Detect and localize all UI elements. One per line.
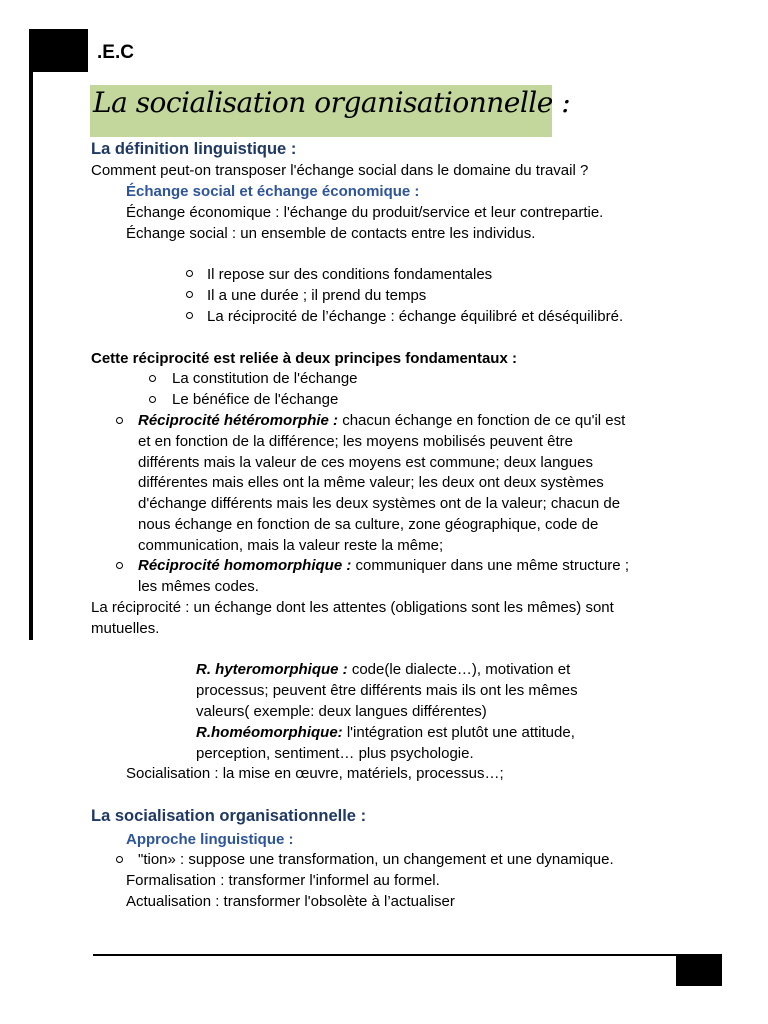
definition-social: Échange social : un ensemble de contacts entre les individus.: [126, 225, 536, 242]
bullet-icon: [149, 396, 156, 403]
hetero-line: différents mais la valeur de ces moyens est commune; deux langues: [138, 454, 593, 471]
homo-line: les mêmes codes.: [138, 578, 259, 595]
hetero-line: d'échange différents mais les deux systèmes ont de la valeur; chacun de: [138, 495, 621, 512]
homo-line-1: [138, 555, 629, 576]
r-homo-label: R.homéomorphique:: [196, 724, 343, 741]
subheading-echange: Échange social et échange économique :: [126, 183, 420, 200]
bullet-icon: [186, 291, 193, 298]
hetero-line: et en fonction de la différence; les moyens mobilisés peuvent être: [138, 433, 573, 450]
principes-intro: Cette réciprocité est reliée à deux principes fondamentaux :: [91, 350, 517, 367]
header-initials: .E.C: [97, 42, 134, 63]
r-hetero-text: code(le dialecte…), motivation et: [347, 661, 571, 678]
left-margin-line: [29, 29, 33, 640]
bullet-icon: [116, 856, 123, 863]
list-item: Le bénéfice de l'échange: [172, 391, 339, 408]
actualisation-text: Actualisation : transformer l'obsolète à l’actualiser: [126, 893, 455, 910]
list-item: Il repose sur des conditions fondamentales: [207, 266, 493, 283]
question-text: Comment peut-on transposer l'échange social dans le domaine du travail ?: [91, 162, 589, 179]
formalisation-text: Formalisation : transformer l'informel au formel.: [126, 872, 440, 889]
section-heading-socialisation: La socialisation organisationnelle :: [91, 807, 367, 825]
r-hetero-line-1: [196, 659, 570, 680]
bullet-icon: [149, 375, 156, 382]
socialisation-definition: Socialisation : la mise en œuvre, matériels, processus…;: [126, 765, 504, 782]
list-item: "tion» : suppose une transformation, un changement et une dynamique.: [138, 851, 614, 868]
top-left-corner-block: [31, 29, 88, 72]
bottom-right-corner-block: [676, 954, 722, 986]
hetero-line-1: [138, 410, 625, 431]
hetero-label: Réciprocité hétéromorphie :: [138, 412, 339, 429]
reciprocite-line: La réciprocité : un échange dont les attentes (obligations sont les mêmes) sont: [91, 599, 614, 616]
bullet-icon: [116, 417, 123, 424]
bullet-icon: [186, 312, 193, 319]
hetero-line: communication, mais la valeur reste la même;: [138, 537, 444, 554]
footer-line: [93, 954, 722, 956]
r-hetero-line: valeurs( exemple: deux langues différentes): [196, 703, 487, 720]
r-homo-line: perception, sentiment… plus psychologie.: [196, 745, 474, 762]
section-heading-definition: La définition linguistique :: [91, 140, 297, 158]
reciprocite-line: mutuelles.: [91, 620, 160, 637]
r-hetero-label: R. hyteromorphique :: [196, 661, 348, 678]
hetero-line: différentes mais elles ont la même valeur; les deux ont deux systèmes: [138, 474, 604, 491]
subheading-approche: Approche linguistique :: [126, 831, 294, 848]
list-item: La réciprocité de l’échange : échange équilibré et déséquilibré.: [207, 308, 624, 325]
homo-label: Réciprocité homomorphique :: [138, 557, 352, 574]
hetero-text: chacun échange en fonction de ce qu'il est: [338, 412, 626, 429]
list-item: Il a une durée ; il prend du temps: [207, 287, 427, 304]
bullet-icon: [116, 562, 123, 569]
r-homo-line-1: [196, 722, 575, 743]
definition-economique: Échange économique : l'échange du produit/service et leur contrepartie.: [126, 204, 604, 221]
hetero-line: nous échange en fonction de sa culture, zone géographique, code de: [138, 516, 599, 533]
r-hetero-line: processus; peuvent être différents mais ils ont les mêmes: [196, 682, 578, 699]
list-item: La constitution de l'échange: [172, 370, 358, 387]
r-homo-text: l'intégration est plutôt une attitude,: [342, 724, 575, 741]
page-title: La socialisation organisationnelle :: [93, 86, 571, 119]
bullet-icon: [186, 270, 193, 277]
homo-text: communiquer dans une même structure ;: [351, 557, 629, 574]
